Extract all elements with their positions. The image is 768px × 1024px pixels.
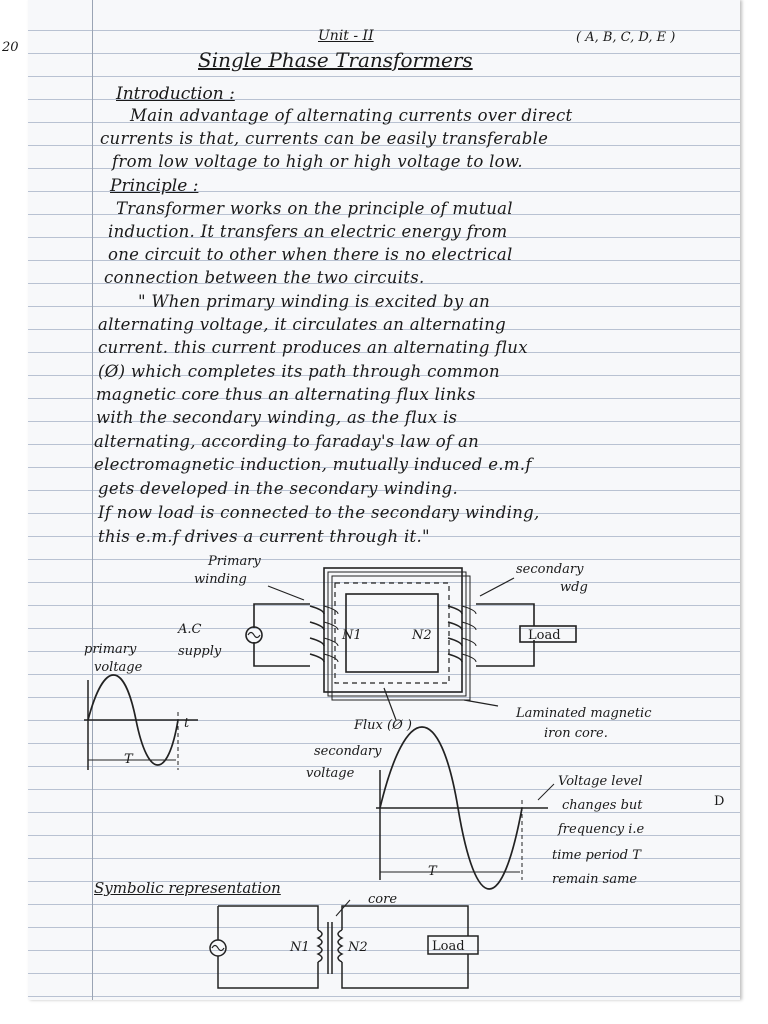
- principle-heading: Principle :: [110, 176, 199, 196]
- principle-line-5: " When primary winding is excited by an: [138, 292, 491, 311]
- wave-note-5: remain same: [552, 872, 638, 887]
- symbolic-core-label: core: [368, 892, 398, 907]
- intro-line-2: currents is that, currents can be easily transferable: [100, 129, 549, 148]
- symbolic-n1-label: N1: [290, 940, 310, 955]
- wave-note-3: frequency i.e: [558, 822, 645, 837]
- principle-line-3: one circuit to other when there is no electrical: [108, 245, 513, 264]
- n2-label: N2: [412, 628, 432, 643]
- principle-line-8: (Ø) which completes its path through common: [98, 362, 500, 381]
- ac-label: A.C: [178, 622, 202, 637]
- primary-label-2: winding: [194, 572, 247, 587]
- secondary-period-label: T: [428, 864, 437, 879]
- secondary-label-1: secondary: [516, 562, 584, 577]
- principle-line-2: induction. It transfers an electric energy from: [108, 222, 508, 241]
- wave-note-2: changes but: [562, 798, 643, 813]
- principle-line-10: with the secondary winding, as the flux is: [96, 408, 458, 427]
- primary-voltage-label-1: primary: [84, 642, 137, 657]
- primary-period-label: T: [124, 752, 133, 767]
- unit-heading: Unit - II: [318, 28, 374, 44]
- load-label: Load: [528, 628, 561, 643]
- secondary-voltage-label-1: secondary: [314, 744, 382, 759]
- primary-label-1: Primary: [208, 554, 261, 569]
- principle-line-11: alternating, according to faraday's law of an: [94, 432, 480, 451]
- symbolic-heading: Symbolic representation: [94, 879, 281, 897]
- secondary-label-2: wdg: [560, 580, 588, 595]
- intro-line-1: Main advantage of alternating currents over direct: [130, 106, 573, 125]
- margin-note: 20: [2, 40, 19, 55]
- wave-note-4: time period T: [552, 848, 641, 863]
- secondary-voltage-label-2: voltage: [306, 766, 355, 781]
- principle-line-14: If now load is connected to the secondary winding,: [98, 503, 540, 522]
- intro-line-3: from low voltage to high or high voltage to low.: [112, 152, 523, 171]
- core-label-1: Laminated magnetic: [516, 706, 652, 721]
- principle-line-1: Transformer works on the principle of mutual: [116, 199, 513, 218]
- sections-note: ( A, B, C, D, E ): [576, 30, 676, 45]
- principle-line-6: alternating voltage, it circulates an alternating: [98, 315, 507, 334]
- notebook-page: [2, 0, 740, 1000]
- symbolic-load-label: Load: [432, 939, 465, 954]
- supply-label: supply: [178, 644, 222, 659]
- introduction-heading: Introduction :: [116, 84, 235, 104]
- principle-line-13: gets developed in the secondary winding.: [98, 479, 459, 498]
- principle-line-7: current. this current produces an alternating flux: [98, 338, 528, 357]
- page-title: Single Phase Transformers: [198, 48, 473, 72]
- principle-line-4: connection between the two circuits.: [104, 268, 425, 287]
- symbolic-n2-label: N2: [348, 940, 368, 955]
- n1-label: N1: [342, 628, 362, 643]
- t-axis-label: t: [184, 716, 190, 731]
- flux-label: Flux (Ø ): [354, 718, 412, 733]
- principle-line-15: this e.m.f drives a current through it.": [98, 527, 430, 546]
- primary-voltage-label-2: voltage: [94, 660, 143, 675]
- wave-note-1: Voltage level: [558, 774, 643, 789]
- principle-line-12: electromagnetic induction, mutually induced e.m.f: [94, 455, 532, 474]
- page-edge-mark: D: [714, 794, 725, 809]
- symbolic-drawing: [28, 0, 740, 1000]
- core-label-2: iron core.: [544, 726, 608, 741]
- principle-line-9: magnetic core thus an alternating flux links: [96, 385, 476, 404]
